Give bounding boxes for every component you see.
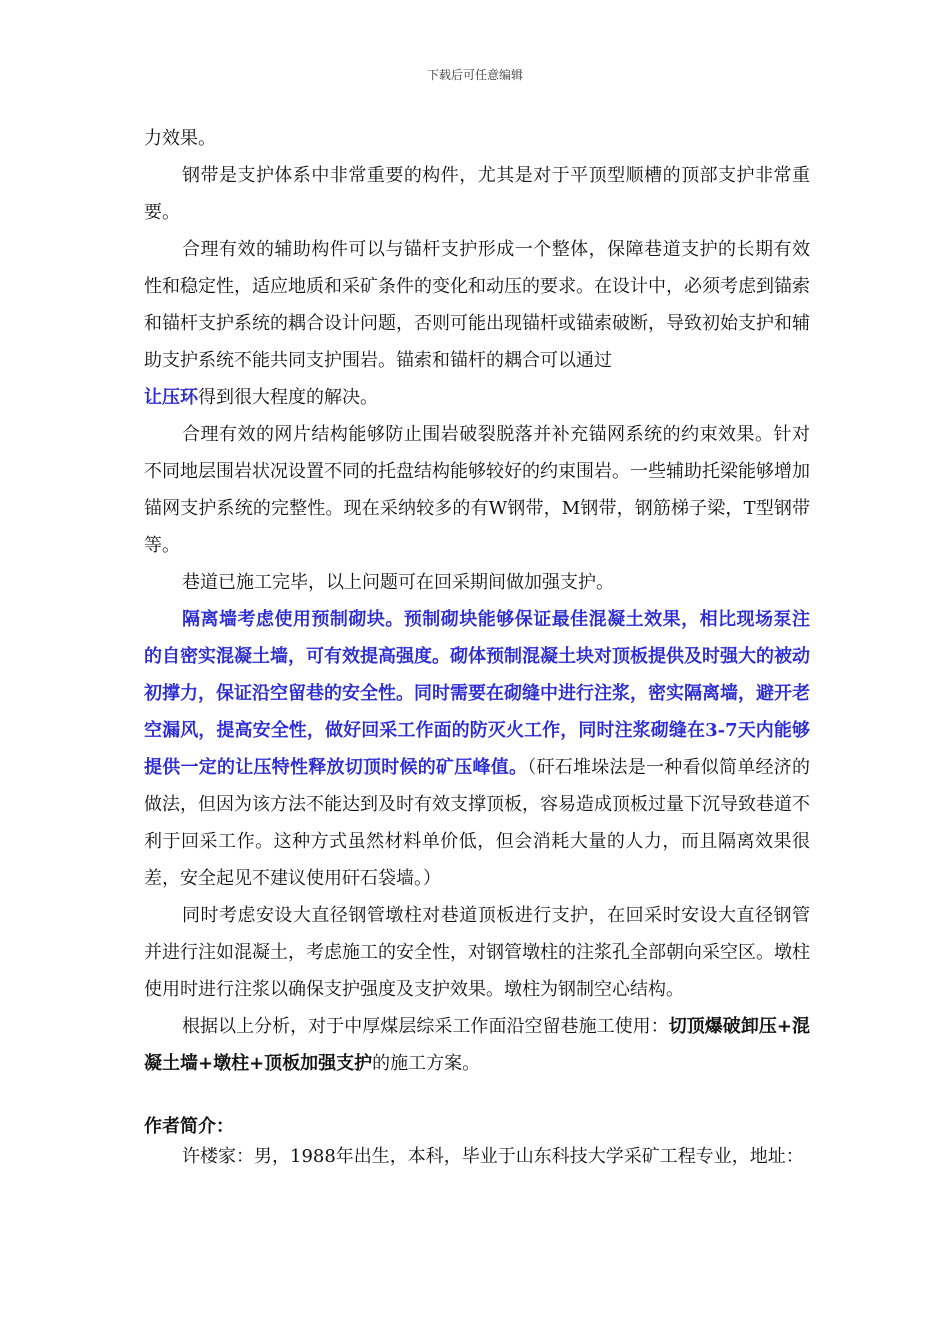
document-body	[144, 120, 810, 1172]
author-info: 许楼家：男，1988年出生，本科，毕业于山东科技大学采矿工程专业，地址：	[182, 1146, 804, 1167]
paragraph-8-start: 根据以上分析，对于中厚煤层综采工作面沿空留巷施工使用：	[182, 1016, 669, 1037]
construction-scheme: 切顶爆破卸压+混凝土墙+墩柱+顶板加强支护	[144, 1016, 810, 1074]
highlight-paragraph: 隔离墙考虑使用预制砌块。预制砌块能够保证最佳混凝土效果，相比现场泵注的自密实混凝土墙，可有效提高强度。砌体预制混凝土块对顶板提供及时强大的被动初撑力，保证沿空留巷的安全性。同时需要在砌缝中进行注浆，密实隔离墙，避开老空漏风，提高安全性，做好回采工作面的防灭火工作，同时注浆砌缝在3-7天内能够提供一定的让压特性释放切顶时候的矿压峰值。	[144, 609, 810, 778]
paragraph-8	[144, 1008, 810, 1082]
paragraph-7: 同时考虑安设大直径钢管墩柱对巷道顶板进行支护，在回采时安设大直径钢管并进行注如混凝土，考虑施工的安全性，对钢管墩柱的注浆孔全部朝向采空区。墩柱使用时进行注浆以确保支护强度及支护效果。墩柱为钢制空心结构。	[144, 905, 810, 1000]
highlight-term: 让压环	[144, 387, 198, 408]
paragraph-1: 力效果。	[144, 128, 216, 149]
page-header: 下载后可任意编辑	[426, 68, 523, 82]
paragraph-5: 巷道已施工完毕，以上问题可在回采期间做加强支护。	[182, 572, 614, 593]
paragraph-4: 合理有效的网片结构能够防止围岩破裂脱落并补充锚网系统的约束效果。针对不同地层围岩状况设置不同的托盘结构能够较好的约束围岩。一些辅助托梁能够增加锚网支护系统的完整性。现在采纳较多的有W钢带，M钢带，钢筋梯子梁，T型钢带等。	[144, 424, 810, 556]
paragraph-6	[144, 601, 810, 897]
paragraph-8-end: 的施工方案。	[372, 1053, 481, 1074]
paragraph-2: 钢带是支护体系中非常重要的构件，尤其是对于平顶型顺槽的顶部支护非常重要。	[144, 165, 810, 223]
paragraph-3	[144, 231, 810, 416]
paragraph-6-note: （矸石堆垛法是一种看似简单经济的做法，但因为该方法不能达到及时有效支撑顶板，容易造成顶板过量下沉导致巷道不利于回采工作。这种方式虽然材料单价低，但会消耗大量的人力，而且隔离效果很差，安全起见不建议使用矸石袋墙。）	[144, 757, 810, 889]
author-title: 作者简介：	[144, 1116, 234, 1137]
section-gap	[144, 1082, 810, 1112]
paragraph-3-text: 合理有效的辅助构件可以与锚杆支护形成一个整体，保障巷道支护的长期有效性和稳定性，适应地质和采矿条件的变化和动压的要求。在设计中，必须考虑到锚索和锚杆支护系统的耦合设计问题，否则可能出现锚杆或锚索破断，导致初始支护和辅助支护系统不能共同支护围岩。锚索和锚杆的耦合可以通过	[144, 239, 810, 371]
paragraph-3-end: 得到很大程度的解决。	[198, 387, 378, 408]
